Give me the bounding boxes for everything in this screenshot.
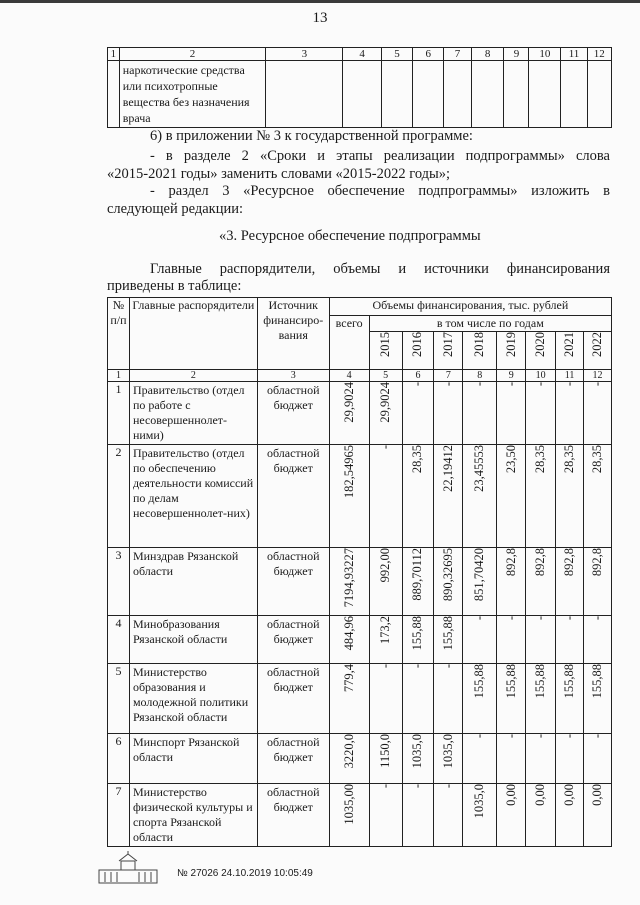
continued-table [107,47,612,128]
row-number: 1 [108,382,130,445]
continued-table-col-10: 10 [529,48,561,61]
row-source: областной бюджет [257,734,329,784]
row-value-cell [463,548,497,616]
footer-doc-info [177,868,313,879]
row-number: 5 [108,664,130,734]
row-source: областной бюджет [257,445,329,548]
row-total-cell [329,734,369,784]
row-value-cell [497,445,526,548]
row-value-cell [369,548,402,616]
year-label: 2018 [472,332,487,357]
continued-table-row [108,61,612,128]
row-value-cell [497,734,526,784]
row-total-cell [329,445,369,548]
row-value-cell [526,616,556,664]
row-value: 155,88 [503,664,518,699]
table-column-numbers-row [108,370,612,382]
table-row [108,445,612,548]
row-value-cell [434,734,463,784]
table-header-row [108,298,612,316]
row-value-cell [463,734,497,784]
row-value-cell [463,382,497,445]
year-label: 2016 [410,332,425,357]
column-number: 5 [369,370,402,382]
row-value-cell [434,664,463,734]
row-value-cell [463,445,497,548]
table-row [108,784,612,847]
year-label: 2019 [503,332,518,357]
row-value-cell [402,664,434,734]
row-value: 28,35 [410,445,425,474]
row-total-cell [329,382,369,445]
row-value: - [472,734,487,739]
row-value-cell [497,616,526,664]
row-source: областной бюджет [257,616,329,664]
row-value: 889,70112 [410,548,425,601]
column-number: 2 [129,370,257,382]
continued-table-header-row [108,48,612,61]
row-value-cell [556,382,584,445]
row-source: областной бюджет [257,664,329,734]
row-total-cell [329,548,369,616]
row-value: - [378,664,393,669]
year-2018 [463,332,497,370]
row-value-cell [497,784,526,847]
continued-table-col-5: 5 [381,48,413,61]
row-value: - [590,616,604,621]
year-label: 2021 [562,332,577,357]
row-value-cell [526,734,556,784]
row-value: 892,8 [562,548,577,577]
column-number: 4 [329,370,369,382]
row-value: - [533,734,548,739]
row-value: 23,50 [503,445,518,474]
row-value-cell [526,382,556,445]
row-value-cell [434,382,463,445]
row-value: - [378,784,393,789]
row-total-cell [329,784,369,847]
row-value-cell [584,784,612,847]
row-source: областной бюджет [257,548,329,616]
row-total: 1035,00 [341,784,356,825]
table-row [108,734,612,784]
row-value-cell [497,382,526,445]
row-manager-name: Правительство (отдел по обеспечению деятельности комиссий по делам несовершеннолет-них) [129,445,257,548]
row-value-cell [402,784,434,847]
paragraph-6: 6) в приложении № 3 к государственной программе: [150,128,473,144]
row-value-cell [584,382,612,445]
row-value: 0,00 [590,784,604,806]
row-value: 155,88 [590,664,604,699]
row-value-cell [497,548,526,616]
row-total-cell [329,664,369,734]
paragraph-b-line1: - раздел 3 «Ресурсное обеспечение подпрограммы» изложить в [150,183,610,199]
row-value: - [378,445,393,450]
row-value: 155,88 [440,616,455,651]
continued-table-col-4: 4 [343,48,381,61]
row-value: - [590,734,604,739]
row-value-cell [556,784,584,847]
row-total-cell [329,616,369,664]
row-value: 1150,0 [378,734,393,768]
row-total: 7194,93227 [341,548,356,608]
row-value: 892,8 [590,548,604,577]
row-value: 155,88 [472,664,487,699]
row-value: - [562,734,577,739]
paragraph-a-line2: «2015-2021 годы» заменить словами «2015-2022 годы»; [107,166,451,182]
row-value: 0,00 [503,784,518,806]
row-value-cell [369,784,402,847]
row-value: 1035,0 [472,784,487,819]
row-value-cell [526,784,556,847]
row-value: 173,2 [378,616,393,645]
continued-table-col-12: 12 [587,48,611,61]
footer-doc-number: № 27026 [177,868,219,879]
row-value: 22,19412 [440,445,455,492]
row-value-cell [584,734,612,784]
section-heading: «3. Ресурсное обеспечение подпрограммы [219,228,481,244]
continued-table-col-11: 11 [561,48,587,61]
footer-timestamp: 24.10.2019 10:05:49 [221,868,313,879]
column-number: 7 [434,370,463,382]
row-value-cell [497,664,526,734]
row-value: 1035,0 [440,734,455,769]
row-value: - [590,382,604,387]
row-value: - [440,664,455,669]
row-value: 992,00 [378,548,393,583]
row-value-cell [434,445,463,548]
row-manager-name: Минспорт Рязанской области [129,734,257,784]
column-number: 1 [108,370,130,382]
row-value: - [410,382,425,387]
row-total: 182,54965 [341,445,356,499]
row-value: - [562,616,577,621]
row-value: - [472,382,487,387]
row-value: - [503,616,518,621]
row-value: 1035,0 [410,734,425,769]
column-number: 9 [497,370,526,382]
header-number: № п/п [108,298,130,370]
row-value: - [503,734,518,739]
continued-cell-text: наркотические средства или психотропные вещества без назначения врача [119,61,266,128]
year-2021 [556,332,584,370]
row-value: 23,45553 [472,445,487,492]
year-2015 [369,332,402,370]
header-source: Источник финансиро-вания [257,298,329,370]
header-volumes: Объемы финансирования, тыс. рублей [329,298,611,316]
table-row [108,616,612,664]
row-value-cell [584,664,612,734]
row-value-cell [526,664,556,734]
row-value-cell [369,445,402,548]
continued-table-col-8: 8 [471,48,504,61]
row-total: 3220,0 [341,734,356,769]
year-label: 2015 [378,332,393,357]
header-main-managers: Главные распорядители [129,298,257,370]
row-value: 155,88 [410,616,425,651]
table-row [108,548,612,616]
year-label: 2020 [533,332,548,357]
row-number: 7 [108,784,130,847]
row-value: - [440,382,455,387]
row-value-cell [526,548,556,616]
row-value: 155,88 [562,664,577,699]
row-value-cell [434,784,463,847]
row-total: 779,4 [341,664,356,693]
row-value-cell [584,445,612,548]
row-value-cell [369,664,402,734]
continued-table-col-2: 2 [119,48,266,61]
row-value: - [440,784,455,789]
continued-table-col-3: 3 [266,48,343,61]
row-value-cell [526,445,556,548]
column-number: 6 [402,370,434,382]
building-logo-icon [97,851,159,885]
row-value-cell [556,664,584,734]
header-total: всего [329,316,369,370]
row-value: - [410,784,425,789]
row-value: - [472,616,487,621]
row-value: 28,35 [590,445,604,474]
row-value: 28,35 [533,445,548,474]
row-manager-name: Министерство образования и молодежной политики Рязанской области [129,664,257,734]
row-manager-name: Минобразования Рязанской области [129,616,257,664]
continued-table-col-7: 7 [444,48,472,61]
year-2019 [497,332,526,370]
row-value: 0,00 [533,784,548,806]
row-number: 3 [108,548,130,616]
table-row [108,382,612,445]
header-by-years: в том числе по годам [369,316,611,332]
row-value-cell [369,734,402,784]
row-value: - [410,664,425,669]
row-value: 892,8 [533,548,548,577]
year-2017 [434,332,463,370]
column-number: 3 [257,370,329,382]
continued-table-col-9: 9 [504,48,529,61]
top-border-line [0,0,640,3]
row-manager-name: Правительство (отдел по работе с несовершеннолет-ними) [129,382,257,445]
row-value-cell [434,548,463,616]
year-label: 2017 [440,332,455,357]
row-value: - [533,616,548,621]
row-value-cell [402,382,434,445]
continued-table-col-1: 1 [108,48,120,61]
table-row [108,664,612,734]
row-value-cell [556,548,584,616]
row-value: 29,9024 [378,382,393,423]
row-value-cell [463,664,497,734]
row-value: 28,35 [562,445,577,474]
row-value: - [533,382,548,387]
paragraph-a-line1: - в разделе 2 «Сроки и этапы реализации подпрограммы» слова [150,148,610,164]
row-number: 2 [108,445,130,548]
row-value: 851,70420 [472,548,487,602]
row-value: - [503,382,518,387]
row-value-cell [584,616,612,664]
column-number: 12 [584,370,612,382]
row-value-cell [402,445,434,548]
intro-line2: приведены в таблице: [107,278,242,294]
year-label: 2022 [590,332,604,357]
row-total: 29,9024 [341,382,356,423]
row-value-cell [584,548,612,616]
column-number: 10 [526,370,556,382]
row-value: 0,00 [562,784,577,806]
row-manager-name: Министерство физической культуры и спорта Рязанской области [129,784,257,847]
row-value-cell [463,616,497,664]
page-number: 13 [312,10,328,26]
row-source: областной бюджет [257,784,329,847]
column-number: 8 [463,370,497,382]
row-value-cell [402,616,434,664]
row-value-cell [369,382,402,445]
continued-table-col-6: 6 [413,48,444,61]
row-value-cell [556,445,584,548]
paragraph-b-line2: следующей редакции: [107,201,244,217]
column-number: 11 [556,370,584,382]
row-value-cell [556,616,584,664]
row-source: областной бюджет [257,382,329,445]
row-number: 6 [108,734,130,784]
row-manager-name: Минздрав Рязанской области [129,548,257,616]
row-value-cell [556,734,584,784]
funding-table [107,297,612,847]
row-value-cell [434,616,463,664]
intro-line1: Главные распорядители, объемы и источники финансирования [150,261,610,277]
row-value-cell [402,734,434,784]
row-total: 484,96 [341,616,356,651]
row-value: 890,32695 [440,548,455,602]
year-2016 [402,332,434,370]
row-value: - [562,382,577,387]
year-2020 [526,332,556,370]
year-2022 [584,332,612,370]
row-number: 4 [108,616,130,664]
row-value: 892,8 [503,548,518,577]
row-value-cell [463,784,497,847]
row-value-cell [402,548,434,616]
row-value: 155,88 [533,664,548,699]
row-value-cell [369,616,402,664]
